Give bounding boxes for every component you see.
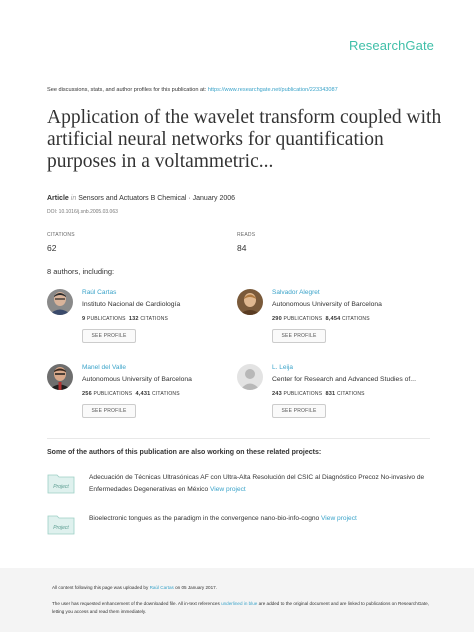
project-icon-label: Project: [53, 525, 69, 531]
underlined-in-blue-link[interactable]: underlined in blue: [221, 601, 258, 606]
author-institution: Center for Research and Advanced Studies of...: [272, 376, 416, 383]
doi-text: DOI: 10.1016/j.snb.2005.03.063: [47, 209, 118, 215]
footer-notice: [52, 600, 432, 616]
author-cites-label: CITATIONS: [342, 316, 370, 322]
author-card: [237, 289, 437, 349]
discussion-text: See discussions, stats, and author profiles for this publication at:: [47, 87, 208, 93]
authors-heading: 8 authors, including:: [47, 267, 115, 276]
author-pubs-label: PUBLICATIONS: [283, 316, 323, 322]
avatar[interactable]: [237, 289, 263, 315]
avatar[interactable]: [47, 289, 73, 315]
reads-label: READS: [237, 232, 256, 238]
author-cites-count: 132: [128, 316, 139, 322]
projects-heading: Some of the authors of this publication are also working on these related projects:: [47, 449, 322, 456]
footer-notice-text: The user has requested enhancement of the downloaded file. All in-text references: [52, 601, 222, 606]
author-pubs-count: 9: [82, 316, 86, 322]
publication-type: Article: [47, 195, 69, 202]
author-stats: [272, 391, 365, 397]
author-pubs-label: PUBLICATIONS: [283, 391, 323, 397]
project-text: [89, 513, 434, 525]
see-profile-button[interactable]: SEE PROFILE: [82, 329, 136, 343]
author-card: [237, 364, 437, 424]
project-description: Bioelectronic tongues as the paradigm in the convergence nano-bio-info-cogno: [89, 515, 322, 522]
author-cites-label: CITATIONS: [140, 316, 169, 322]
author-name[interactable]: Raúl Cartas: [82, 289, 117, 296]
publication-title[interactable]: Application of the wavelet transform coupled with artificial neural networks for quantification purposes in a voltammetric...: [47, 107, 442, 172]
avatar[interactable]: [47, 364, 73, 390]
publication-meta: [47, 195, 235, 202]
project-text: [89, 472, 434, 496]
author-pubs-count: 290: [272, 316, 282, 322]
author-cites-count: 831: [325, 391, 336, 397]
author-name[interactable]: Salvador Alegret: [272, 289, 320, 296]
discussion-line: [47, 87, 338, 93]
author-pubs-label: PUBLICATIONS: [93, 391, 133, 397]
citations-label: CITATIONS: [47, 232, 75, 238]
author-institution: Autonomous University of Barcelona: [82, 376, 192, 383]
see-profile-button[interactable]: SEE PROFILE: [272, 404, 326, 418]
view-project-link[interactable]: View project: [321, 515, 357, 522]
footer-upload-date: on 05 January 2017.: [173, 585, 217, 590]
project-folder-icon: [47, 513, 75, 535]
view-project-link[interactable]: View project: [209, 486, 246, 493]
footer-upload-line: [52, 585, 217, 590]
project-icon-label: Project: [53, 484, 69, 490]
author-stats: [82, 316, 168, 322]
in-label: in: [70, 195, 77, 202]
reads-value: 84: [237, 243, 247, 253]
author-institution: Instituto Nacional de Cardiología: [82, 301, 181, 308]
divider: [47, 438, 430, 439]
author-cites-count: 8,454: [325, 316, 341, 322]
journal-info: Sensors and Actuators B Chemical · January 2006: [78, 195, 236, 202]
see-profile-button[interactable]: SEE PROFILE: [272, 329, 326, 343]
citations-value: 62: [47, 243, 57, 253]
project-description: Adecuación de Técnicas Ultrasónicas AF con Ultra-Alta Resolución del CSIC al Diagnóstico Precoz No-invasivo de Enfermedades Degenerativas en México: [89, 474, 425, 493]
researchgate-logo[interactable]: ResearchGate: [348, 38, 434, 53]
author-pubs-count: 256: [82, 391, 92, 397]
author-pubs-count: 243: [272, 391, 282, 397]
footer-notice-text-end: are added to the original document and are linked to publications on ResearchGate, letting you access and read them immediately.: [52, 601, 429, 614]
footer: [0, 568, 474, 632]
see-profile-button[interactable]: SEE PROFILE: [82, 404, 136, 418]
author-pubs-label: PUBLICATIONS: [86, 316, 126, 322]
author-stats: [272, 316, 370, 322]
default-avatar-icon[interactable]: [237, 364, 263, 390]
footer-upload-text: All content following this page was uploaded by: [52, 585, 150, 590]
author-stats: [82, 391, 180, 397]
uploader-link[interactable]: Raúl Cartas: [149, 585, 174, 590]
author-name[interactable]: L. Leija: [272, 364, 293, 371]
publication-url-link[interactable]: https://www.researchgate.net/publication/223343087: [207, 87, 338, 93]
author-card: [47, 289, 247, 349]
project-folder-icon: [47, 472, 75, 494]
author-cites-label: CITATIONS: [336, 391, 365, 397]
author-name[interactable]: Manel del Valle: [82, 364, 126, 371]
author-cites-label: CITATIONS: [152, 391, 180, 397]
author-cites-count: 4,431: [135, 391, 151, 397]
author-card: [47, 364, 247, 424]
author-institution: Autonomous University of Barcelona: [272, 301, 382, 308]
